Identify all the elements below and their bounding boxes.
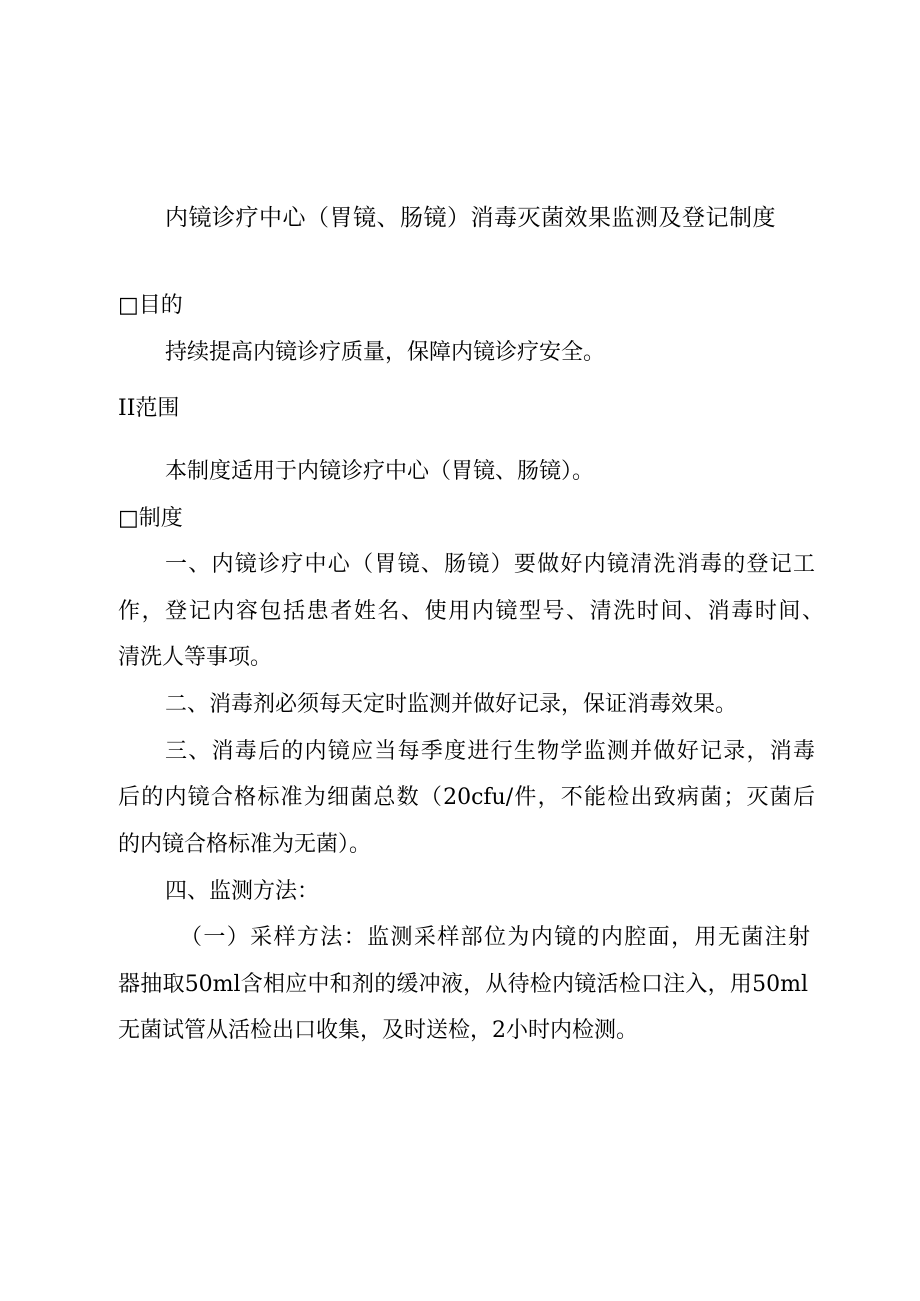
policy-item3-line1: 三、消毒后的内镜应当每季度进行生物学监测并做好记录，消毒 bbox=[165, 739, 815, 764]
policy-item4-sub1-line1: （一）采样方法：监测采样部位为内镜的内腔面，用无菌注射 bbox=[180, 925, 810, 950]
policy-item2-line1: 二、消毒剂必须每天定时监测并做好记录，保证消毒效果。 bbox=[165, 692, 738, 717]
scope-text: 本制度适用于内镜诊疗中心（胃镜、肠镜）。 bbox=[165, 459, 595, 484]
policy-item1-line1: 一、内镜诊疗中心（胃镜、肠镜）要做好内镜清洗消毒的登记工 bbox=[165, 552, 815, 577]
section-heading-purpose: □目的 bbox=[118, 293, 183, 318]
purpose-text: 持续提高内镜诊疗质量，保障内镜诊疗安全。 bbox=[165, 340, 606, 365]
policy-item4-heading: 四、监测方法： bbox=[165, 879, 320, 904]
section-heading-policy: □制度 bbox=[118, 506, 183, 531]
policy-item3-line3: 的内镜合格标准为无菌）。 bbox=[118, 832, 372, 857]
policy-item3-line2: 后的内镜合格标准为细菌总数（20cfu/件，不能检出致病菌；灭菌后 bbox=[118, 785, 815, 810]
document-title: 内镜诊疗中心（胃镜、肠镜）消毒灭菌效果监测及登记制度 bbox=[165, 205, 776, 231]
policy-item1-line2: 作，登记内容包括患者姓名、使用内镜型号、清洗时间、消毒时间、 bbox=[118, 599, 824, 624]
section-heading-scope: II范围 bbox=[118, 396, 180, 421]
policy-item4-sub1-line3: 无菌试管从活检出口收集，及时送检，2小时内检测。 bbox=[118, 1018, 638, 1043]
policy-item4-sub1-line2: 器抽取50ml含相应中和剂的缓冲液，从待检内镜活检口注入，用50ml bbox=[118, 972, 808, 997]
policy-item1-line3: 清洗人等事项。 bbox=[118, 645, 273, 670]
